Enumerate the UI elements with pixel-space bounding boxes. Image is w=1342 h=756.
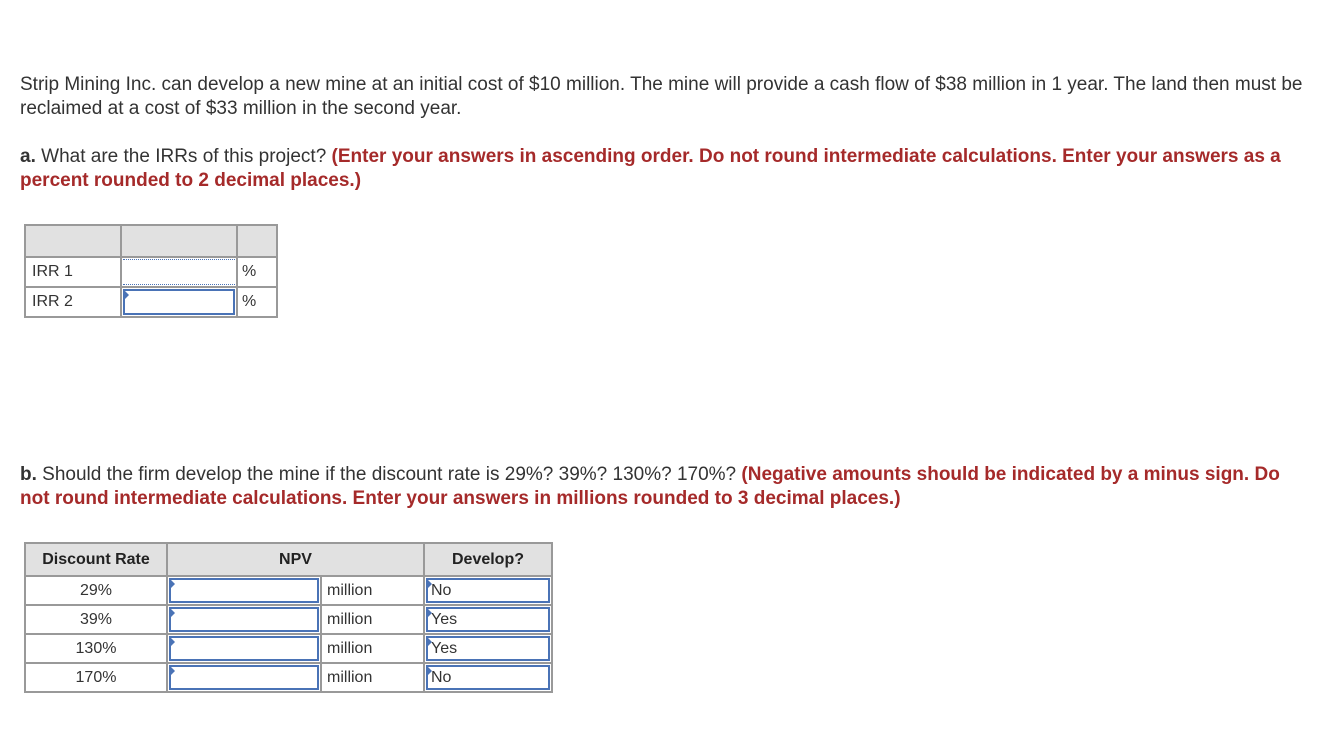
- rate-cell: 39%: [25, 605, 167, 634]
- header-develop: Develop?: [424, 543, 552, 576]
- select-marker-icon: [426, 578, 432, 590]
- rate-cell: 130%: [25, 634, 167, 663]
- part-b-label: b.: [20, 464, 37, 485]
- develop-select[interactable]: No: [426, 578, 550, 603]
- table-row: [25, 605, 552, 634]
- irr-1-label: IRR 1: [25, 257, 121, 287]
- develop-cell: [424, 634, 552, 663]
- table-row: [25, 257, 277, 287]
- irr-1-input-cell: [121, 257, 237, 287]
- rate-cell: 170%: [25, 663, 167, 692]
- header-discount-rate: Discount Rate: [25, 543, 167, 576]
- npv-unit: million: [321, 605, 424, 634]
- select-marker-icon: [426, 607, 432, 619]
- header-npv: NPV: [167, 543, 424, 576]
- part-b-question: Should the firm develop the mine if the discount rate is 29%? 39%? 130%? 170%?: [42, 464, 737, 485]
- part-b-instruction: (Negative amounts should be indicated by a minus sign. Do not round intermediate calculations. Enter your answers in millions rounded to 3 decimal places.): [20, 464, 1280, 509]
- irr-header-blank-2: [121, 225, 237, 257]
- npv-table: [24, 542, 553, 693]
- irr-header-blank-3: [237, 225, 277, 257]
- npv-input[interactable]: [169, 607, 319, 632]
- npv-input-cell: [167, 663, 321, 692]
- input-marker-icon: [169, 607, 175, 619]
- npv-input-cell: [167, 576, 321, 605]
- input-marker-icon: [169, 665, 175, 677]
- npv-input[interactable]: [169, 636, 319, 661]
- npv-input-cell: [167, 605, 321, 634]
- input-marker-icon: [123, 289, 129, 301]
- part-a-label: a.: [20, 146, 36, 167]
- irr-2-unit: %: [237, 287, 277, 317]
- input-marker-icon: [169, 636, 175, 648]
- npv-unit: million: [321, 576, 424, 605]
- develop-cell: [424, 576, 552, 605]
- part-a-instruction: (Enter your answers in ascending order. Do not round intermediate calculations. Enter your answers as a percent rounded to 2 decimal places.): [20, 146, 1281, 191]
- rate-cell: 29%: [25, 576, 167, 605]
- npv-unit: million: [321, 663, 424, 692]
- table-row: [25, 634, 552, 663]
- select-marker-icon: [426, 665, 432, 677]
- develop-select[interactable]: Yes: [426, 607, 550, 632]
- irr-1-unit: %: [237, 257, 277, 287]
- npv-unit: million: [321, 634, 424, 663]
- irr-1-input[interactable]: [123, 259, 235, 285]
- npv-input-cell: [167, 634, 321, 663]
- develop-select[interactable]: No: [426, 665, 550, 690]
- input-marker-icon: [169, 578, 175, 590]
- table-row: [25, 287, 277, 317]
- irr-2-input[interactable]: [123, 289, 235, 315]
- irr-header-blank-1: [25, 225, 121, 257]
- develop-select[interactable]: Yes: [426, 636, 550, 661]
- table-row: [25, 576, 552, 605]
- part-b-prompt: [20, 463, 1310, 511]
- irr-2-label: IRR 2: [25, 287, 121, 317]
- develop-cell: [424, 605, 552, 634]
- part-a-prompt: [20, 145, 1310, 193]
- develop-cell: [424, 663, 552, 692]
- table-row: [25, 663, 552, 692]
- npv-input[interactable]: [169, 578, 319, 603]
- irr-table: [24, 224, 278, 318]
- npv-input[interactable]: [169, 665, 319, 690]
- select-marker-icon: [426, 636, 432, 648]
- irr-2-input-cell: [121, 287, 237, 317]
- part-a-question: What are the IRRs of this project?: [41, 146, 327, 167]
- problem-intro: Strip Mining Inc. can develop a new mine at an initial cost of $10 million. The mine will provide a cash flow of $38 million in 1 year. The land then must be reclaimed at a cost of $33 million in the second year.: [20, 74, 1303, 119]
